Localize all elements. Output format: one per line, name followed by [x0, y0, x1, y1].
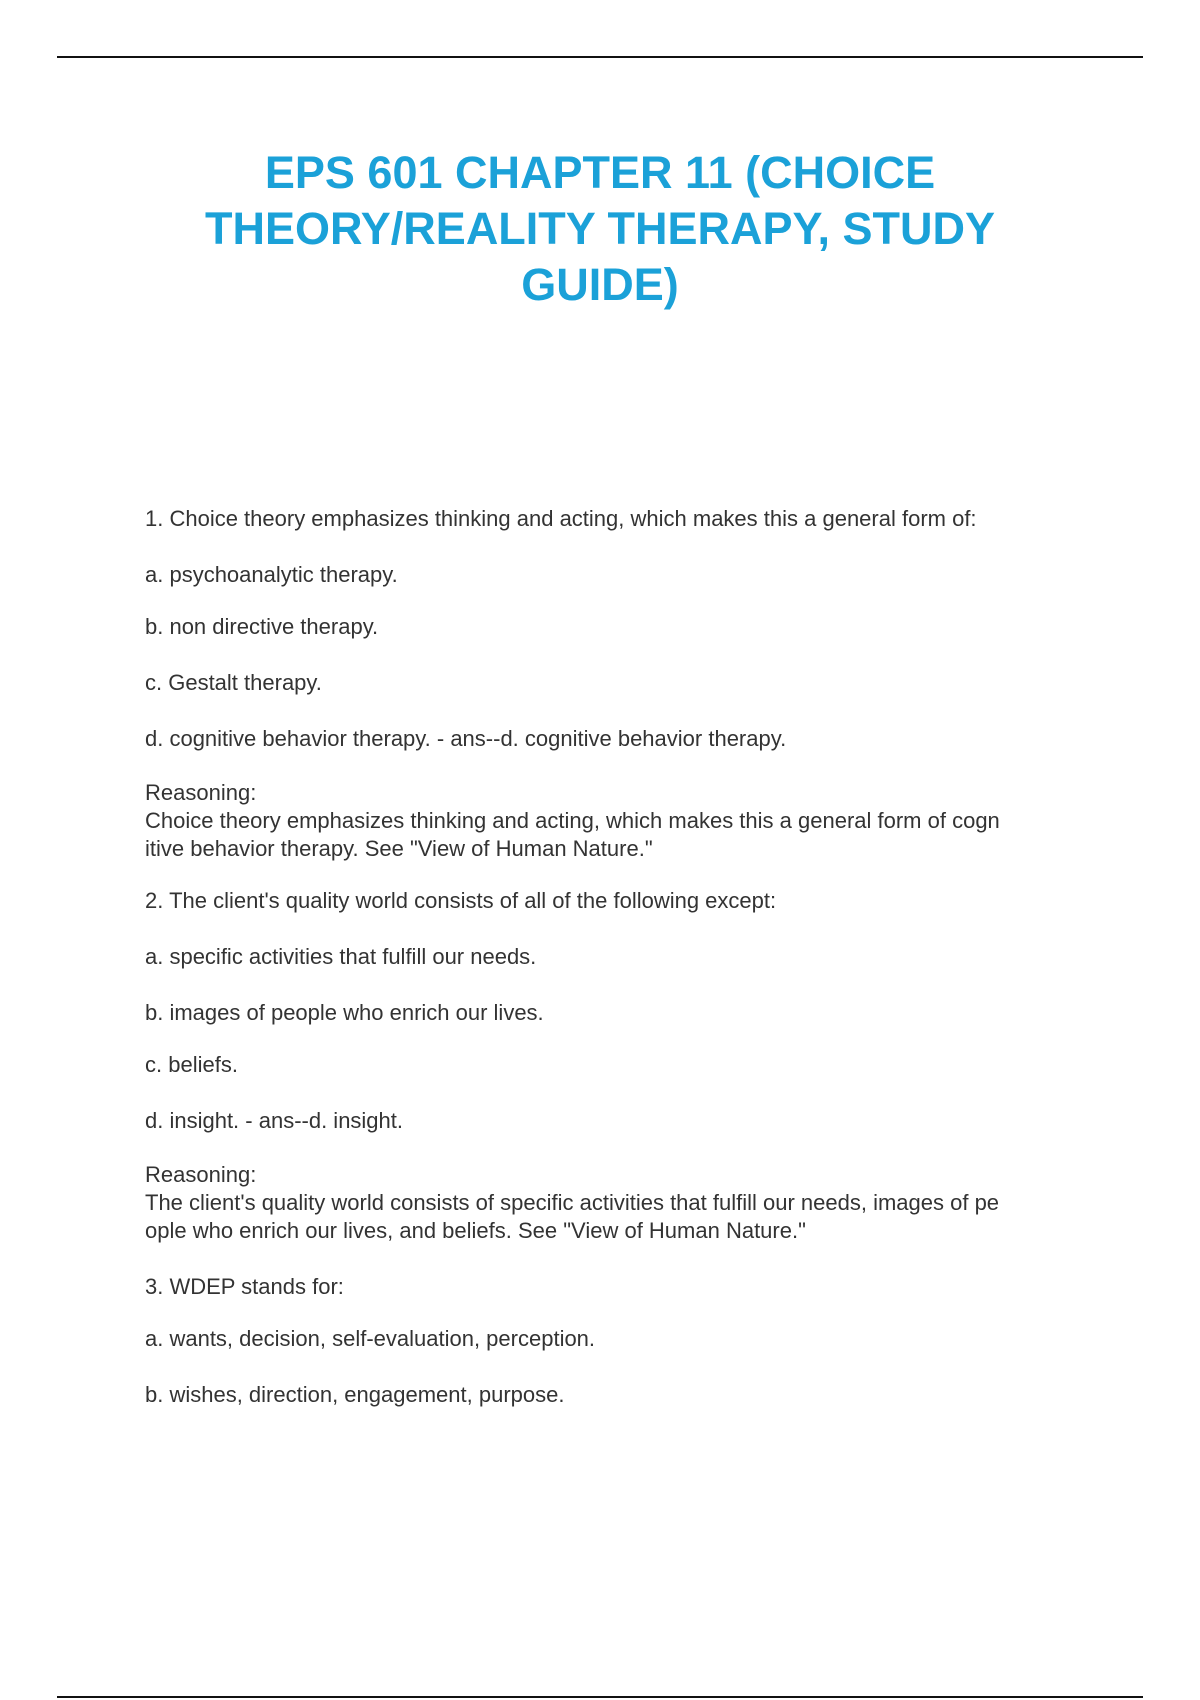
question-3: 3. WDEP stands for:: [145, 1274, 344, 1299]
question-2-reasoning-label: Reasoning:: [145, 1162, 257, 1187]
document-title: EPS 601 CHAPTER 11 (CHOICE THEORY/REALITY THERAPY, STUDY GUIDE): [204, 147, 996, 310]
document-body: [145, 505, 1095, 1409]
question-2: 2. The client's quality world consists of all of the following except:: [145, 888, 777, 913]
question-2-option-c: c. beliefs.: [145, 1052, 238, 1077]
question-2-option-a: a. specific activities that fulfill our needs.: [145, 944, 537, 969]
question-3-option-b: b. wishes, direction, engagement, purpose.: [145, 1382, 565, 1407]
question-1: 1. Choice theory emphasizes thinking and acting, which makes this a general form of:: [145, 506, 977, 531]
question-1-option-b: b. non directive therapy.: [145, 614, 379, 639]
question-3-option-a: a. wants, decision, self-evaluation, perception.: [145, 1326, 596, 1351]
bottom-rule: [57, 1696, 1143, 1698]
question-1-reasoning-line-2: itive behavior therapy. See "View of Human Nature.": [145, 836, 653, 861]
question-1-option-a: a. psychoanalytic therapy.: [145, 562, 398, 587]
question-1-option-c: c. Gestalt therapy.: [145, 670, 322, 695]
question-2-option-d-answer: d. insight. - ans--d. insight.: [145, 1108, 404, 1133]
question-1-reasoning-line-1: Choice theory emphasizes thinking and acting, which makes this a general form of cogn: [145, 808, 1000, 833]
question-2-reasoning-line-2: ople who enrich our lives, and beliefs. See "View of Human Nature.": [145, 1218, 806, 1243]
top-rule: [57, 56, 1143, 58]
question-2-option-b: b. images of people who enrich our lives.: [145, 1000, 544, 1025]
question-1-reasoning-label: Reasoning:: [145, 780, 257, 805]
question-2-reasoning-line-1: The client's quality world consists of specific activities that fulfill our needs, images of pe: [145, 1190, 1000, 1215]
question-1-option-d-answer: d. cognitive behavior therapy. - ans--d. cognitive behavior therapy.: [145, 726, 787, 751]
